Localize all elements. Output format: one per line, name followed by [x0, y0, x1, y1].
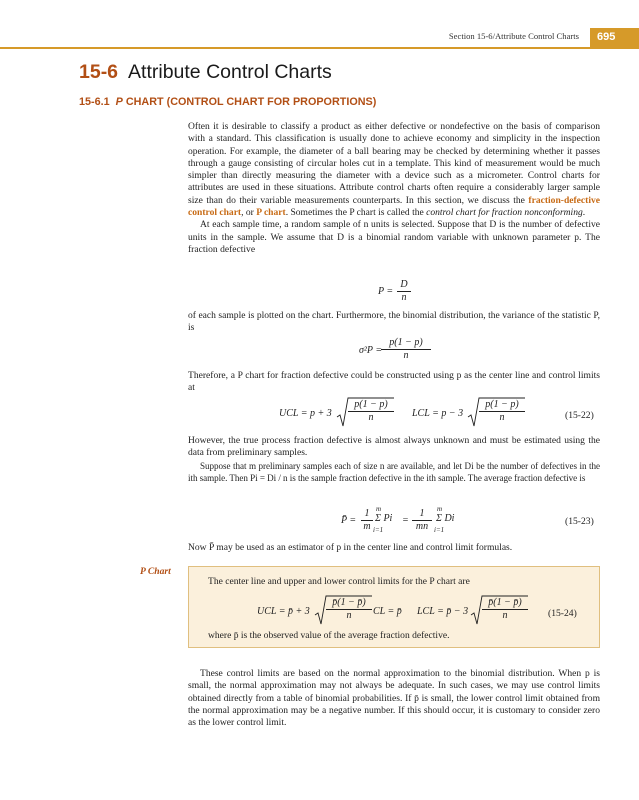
eq3-denominator-lcl: n	[499, 412, 505, 423]
eq4-fraction-2	[412, 508, 432, 533]
eq1-denominator: n	[401, 292, 407, 303]
eq4-f2-denominator: mn	[415, 521, 429, 532]
paragraph-5-block	[188, 435, 600, 484]
paragraph-3: of each sample is plotted on the chart. Furthermore, the binomial distribution, the variance of the statistic P, is	[188, 310, 600, 334]
equation-variance	[359, 345, 382, 356]
section-title-text: Attribute Control Charts	[128, 61, 332, 83]
box-fraction-lcl	[482, 597, 528, 622]
eq4-sum1-lower: i=1	[373, 526, 384, 534]
eq4-f1-numerator: 1	[361, 508, 373, 521]
box-fraction-ucl	[326, 597, 372, 622]
box-lcl: LCL = p̄ − 3	[417, 606, 469, 617]
paragraph-1-text-2: , or	[241, 207, 257, 219]
running-head: Section 15-6/Attribute Control Charts	[448, 31, 579, 41]
header-rule	[0, 47, 639, 49]
subsection-number: 15-6.1	[79, 96, 110, 108]
box-numerator-ucl: p̄(1 − p̄)	[326, 597, 372, 610]
eq4-sum1: Σ Pi	[375, 513, 393, 524]
eq4-sum2-lower: i=1	[434, 526, 445, 534]
term-p-chart: P chart	[256, 207, 286, 219]
eq4-fraction-1	[361, 508, 373, 533]
eq3-numerator-lcl: p(1 − p)	[479, 399, 525, 412]
eq2-denominator: n	[403, 350, 409, 361]
eq4-f2-numerator: 1	[412, 508, 432, 521]
paragraph-8: These control limits are based on the normal approximation to the binomial distribution. When p is small, the normal approximation may not always be adequate. In such cases, we may use control limits obtained directly from a table of binomial probabilities. If p̄ is small, the lower control limit obtained from the normal approximation may be a negative number. If this should occur, it is customary to consider zero as the lower control limit.	[188, 668, 600, 729]
term-fraction-defective-chart: fraction-defective control chart	[188, 194, 600, 219]
intro-paragraph	[188, 121, 600, 256]
paragraph-1	[188, 121, 600, 219]
eq2-numerator: p(1 − p)	[381, 337, 431, 350]
equation-number-15-23: (15-23)	[565, 516, 594, 527]
eq1-lhs: P =	[378, 286, 394, 297]
paragraph-7-block	[188, 542, 600, 554]
paragraph-7: Now P̄ may be used as an estimator of p in the center line and control limit formulas.	[188, 542, 513, 553]
eq3-fraction-lcl	[479, 399, 525, 424]
equation-fraction-defective	[378, 286, 393, 297]
paragraph-1-text-4: .	[582, 207, 586, 219]
equation-number-15-24: (15-24)	[548, 608, 577, 619]
box-intro-block	[208, 576, 588, 588]
paragraph-2: At each sample time, a random sample of n units is selected. Suppose that D is the number of defective units in the sample. We assume that D is a binomial random variable with unknown parameter p. The fraction defective	[188, 219, 600, 255]
section-title	[79, 61, 332, 84]
subsection-title-italic: P	[115, 96, 123, 108]
subsection-title-text: CHART (CONTROL CHART FOR PROPORTIONS)	[122, 96, 377, 108]
eq4-f1-denominator: m	[363, 521, 371, 532]
equation-number-15-22: (15-22)	[565, 410, 594, 421]
eq3-numerator-ucl: p(1 − p)	[348, 399, 394, 412]
eq2-lhs: σ²P =	[359, 345, 383, 356]
page-number: 695	[590, 28, 639, 47]
paragraph-8-block	[188, 668, 600, 729]
eq4-sum2: Σ Di	[436, 513, 455, 524]
paragraph-6: Suppose that m preliminary samples each of size n are available, and let Di be the number of defectives in the ith sample. Then Pi = Di / n is the sample fraction defective in the ith sample. The average fraction defective is	[188, 460, 600, 483]
eq2-fraction	[381, 337, 431, 362]
box-intro: The center line and upper and lower control limits for the P chart are	[208, 576, 470, 587]
eq3-fraction-ucl	[348, 399, 394, 424]
box-where: where p̄ is the observed value of the average fraction defective.	[208, 630, 450, 641]
eq4-sum2-upper: m	[437, 505, 443, 513]
eq3-denominator-ucl: n	[368, 412, 374, 423]
paragraph-5: However, the true process fraction defective is almost always unknown and must be estimated using the data from preliminary samples.	[188, 435, 600, 459]
box-ucl: UCL = p̄ + 3	[257, 606, 310, 617]
paragraph-4-block	[188, 370, 600, 395]
equation-lcl-p: LCL = p − 3	[412, 408, 464, 419]
paragraph-3-block	[188, 310, 600, 335]
eq4-sum1-upper: m	[376, 505, 382, 513]
box-numerator-lcl: p̄(1 − p̄)	[482, 597, 528, 610]
paragraph-1-text-3: . Sometimes the P chart is called the	[285, 207, 427, 219]
margin-label-p-chart: P Chart	[140, 566, 171, 577]
paragraph-1-text: Often it is desirable to classify a product as either defective or nondefective on the basis of comparison with a standard. This classification is usually done to achieve economy and simplicity in the inspection operation. For example, the diameter of a ball bearing may be checked by determining whether it passes through a gauge consisting of circular holes cut in a template. This kind of measurement would be much simpler than directly measuring the diameter with a device such as a micrometer. Control charts for attributes are used in these situations. Attribute control charts often require a considerably larger sample size than do their variable measurements counterparts. In this section, we discuss the	[188, 121, 600, 206]
eq4-lhs: P̄ =	[341, 515, 357, 526]
eq1-fraction	[397, 279, 411, 304]
section-number: 15-6	[79, 61, 119, 83]
subsection-title	[79, 96, 376, 108]
term-nonconforming-chart: control chart for fraction nonconforming	[426, 207, 583, 219]
eq1-numerator: D	[397, 279, 411, 292]
eq4-mid: =	[402, 515, 409, 526]
box-denominator-lcl: n	[502, 610, 508, 621]
paragraph-4: Therefore, a P chart for fraction defective could be constructed using p as the center line and control limits at	[188, 370, 600, 394]
box-denominator-ucl: n	[346, 610, 352, 621]
box-where-block	[208, 630, 588, 642]
equation-ucl-p: UCL = p + 3	[279, 408, 332, 419]
box-cl: CL = p̄	[373, 606, 402, 617]
